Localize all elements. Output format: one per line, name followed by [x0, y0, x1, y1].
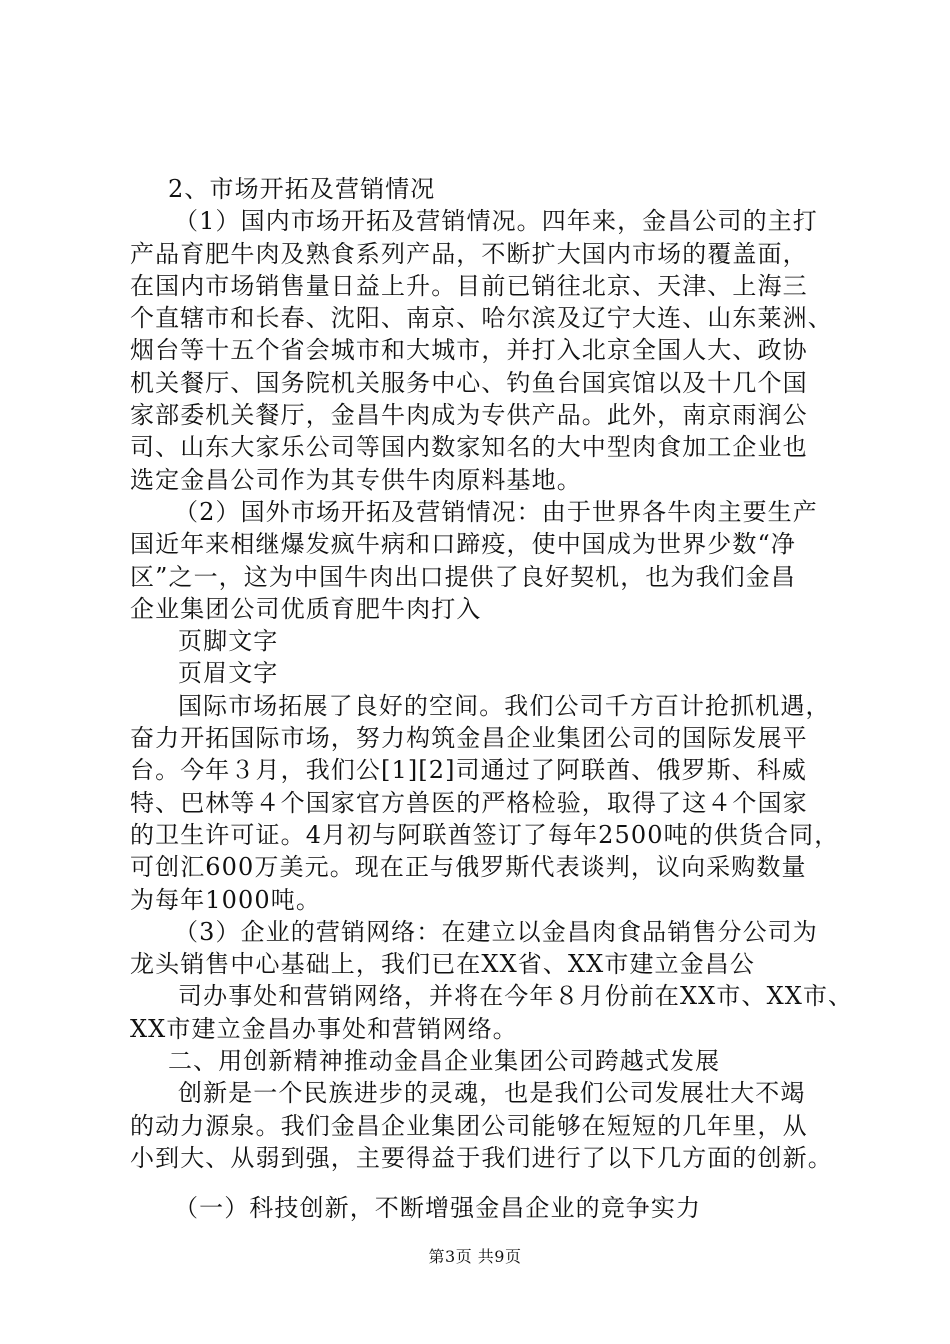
paragraph-line: XX市建立金昌办事处和营销网络。 — [130, 1014, 518, 1043]
paragraph-line: 在国内市场销售量日益上升。目前已销往北京、天津、上海三 — [130, 271, 808, 300]
section-heading: 2、市场开拓及营销情况 — [168, 175, 436, 203]
header-placeholder-text: 页眉文字 — [178, 659, 279, 688]
paragraph-line: 区”之一，这为中国牛肉出口提供了良好契机，也为我们金昌 — [130, 562, 796, 591]
paragraph-line: 司、山东大家乐公司等国内数家知名的大中型肉食加工企业也 — [130, 433, 808, 462]
paragraph-line: 司办事处和营销网络，并将在今年８月份前在XX市、XX市、 — [178, 982, 854, 1011]
paragraph-line: 特、巴林等４个国家官方兽医的严格检验，取得了这４个国家 — [130, 788, 808, 817]
footer-placeholder-text: 页脚文字 — [178, 627, 279, 656]
paragraph-line: 企业集团公司优质育肥牛肉打入 — [130, 594, 482, 623]
page-number: 第3页 共9页 — [428, 1247, 522, 1266]
paragraph-line: 选定金昌公司作为其专供牛肉原料基地。 — [130, 465, 582, 494]
paragraph-line: 国际市场拓展了良好的空间。我们公司千方百计抢抓机遇， — [178, 691, 831, 720]
paragraph-line: 机关餐厅、国务院机关服务中心、钓鱼台国宾馆以及十几个国 — [130, 368, 808, 397]
paragraph-line: （3）企业的营销网络：在建立以金昌肉食品销售分公司为 — [174, 917, 818, 946]
paragraph-line: （2）国外市场开拓及营销情况：由于世界各牛肉主要生产 — [174, 497, 818, 526]
document-body — [130, 173, 854, 1225]
paragraph-line: 可创汇600万美元。现在正与俄罗斯代表谈判，议向采购数量 — [130, 853, 807, 882]
paragraph-line: 小到大、从弱到强，主要得益于我们进行了以下几方面的创新。 — [130, 1143, 833, 1172]
paragraph-line: 烟台等十五个省会城市和大城市，并打入北京全国人大、政协 — [130, 336, 808, 365]
paragraph-line: 龙头销售中心基础上，我们已在XX省、XX市建立金昌公 — [130, 950, 755, 979]
paragraph-line: 的卫生许可证。4月初与阿联酋签订了每年2500吨的供货合同， — [130, 820, 840, 849]
paragraph-line: 国近年来相继爆发疯牛病和口蹄疫，使中国成为世界少数“净 — [130, 530, 796, 559]
paragraph-line: 产品育肥牛肉及熟食系列产品，不断扩大国内市场的覆盖面， — [130, 239, 808, 268]
paragraph-line: 奋力开拓国际市场，努力构筑金昌企业集团公司的国际发展平 — [130, 724, 808, 753]
paragraph-line: 的动力源泉。我们金昌企业集团公司能够在短短的几年里，从 — [130, 1111, 808, 1140]
paragraph-line: 台。今年３月，我们公[1][2]司通过了阿联酋、俄罗斯、科威 — [130, 756, 807, 785]
paragraph-line: 创新是一个民族进步的灵魂，也是我们公司发展壮大不竭 — [178, 1079, 806, 1108]
paragraph-line: （1）国内市场开拓及营销情况。四年来，金昌公司的主打 — [174, 207, 818, 236]
subsection-heading: （一）科技创新，不断增强金昌企业的竞争实力 — [174, 1194, 702, 1223]
paragraph-line: 家部委机关餐厅，金昌牛肉成为专供产品。此外，南京雨润公 — [130, 401, 808, 430]
paragraph-line: 个直辖市和长春、沈阳、南京、哈尔滨及辽宁大连、山东莱洲、 — [130, 304, 833, 333]
paragraph-line: 为每年1000吨。 — [130, 885, 321, 914]
section-heading: 二、用创新精神推动金昌企业集团公司跨越式发展 — [168, 1047, 721, 1076]
